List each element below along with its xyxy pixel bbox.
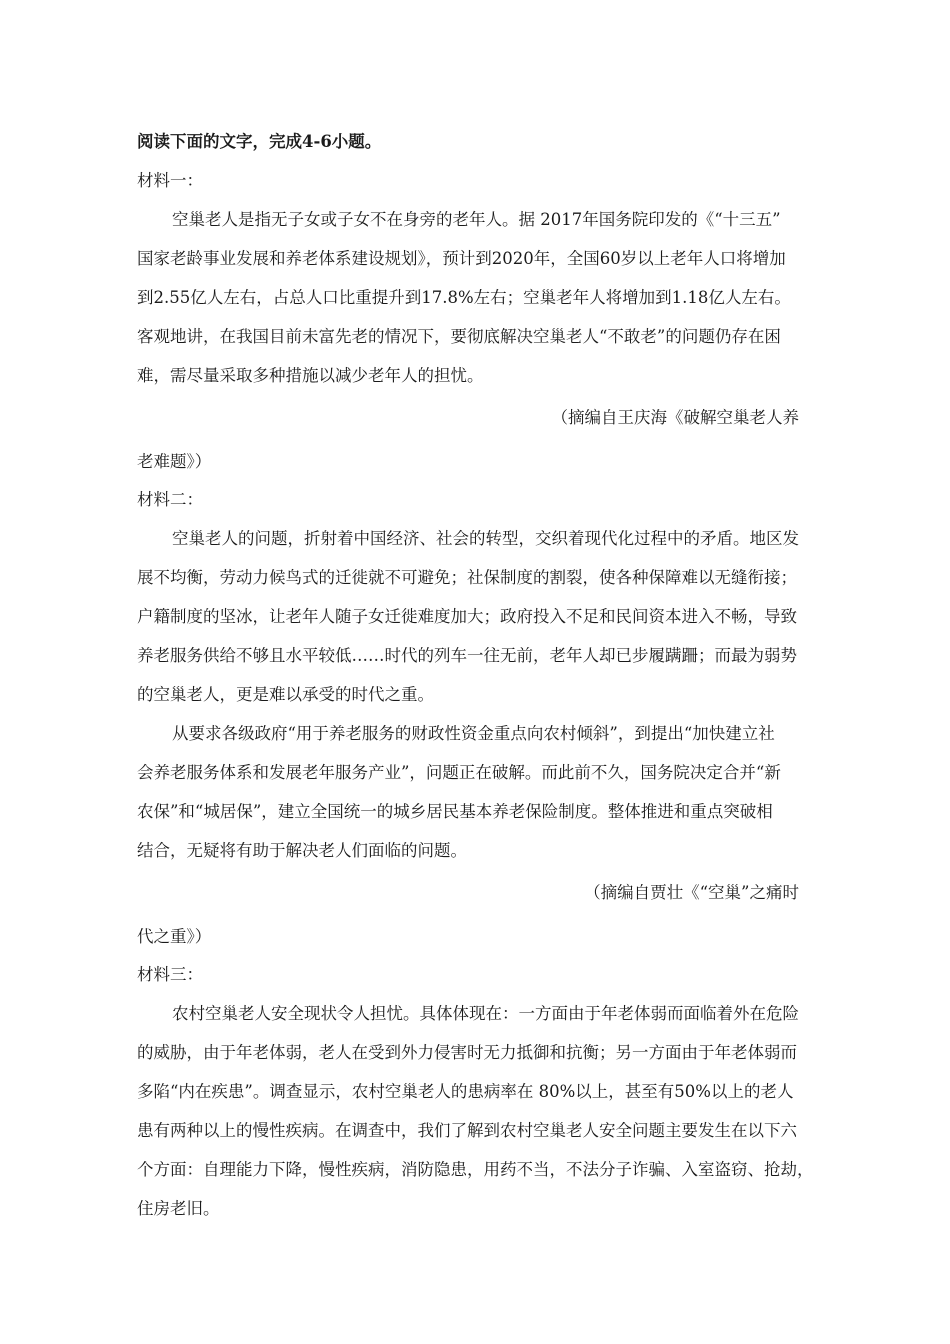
material1-source-cont: 老难题》） [137,452,212,471]
material3-line: 农村空巢老人安全现状令人担忧。具体体现在：一方面由于年老体弱而面临着外在危险 [172,1004,799,1023]
material2-p1-line: 展不均衡，劳动力候鸟式的迁徙就不可避免；社保制度的割裂，使各种保障难以无缝衔接； [137,568,797,587]
material2-p2-line: 农保”和“城居保”，建立全国统一的城乡居民基本养老保险制度。整体推进和重点突破相 [137,802,773,821]
material3-line: 患有两种以上的慢性疾病。在调查中，我们了解到农村空巢老人安全问题主要发生在以下六 [137,1121,797,1140]
material2-p2-line: 结合，无疑将有助于解决老人们面临的问题。 [137,841,467,860]
material1-label: 材料一： [137,171,203,190]
material1-source: （摘编自王庆海《破解空巢老人养 [551,408,799,427]
material2-source-cont: 代之重》） [137,927,212,946]
material3-line: 个方面：自理能力下降，慢性疾病，消防隐患，用药不当，不法分子诈骗、入室盗窃、抢劫， [137,1160,814,1179]
material2-p1-line: 的空巢老人，更是难以承受的时代之重。 [137,685,434,704]
material3-label: 材料三： [137,965,203,984]
material2-p2-line: 会养老服务体系和发展老年服务产业”，问题正在破解。而此前不久，国务院决定合并“新 [137,763,781,782]
material2-p1-line: 养老服务供给不够且水平较低……时代的列车一往无前，老年人却已步履蹒跚；而最为弱势 [137,646,797,665]
material1-line: 国家老龄事业发展和养老体系建设规划》，预计到2020年，全国60岁以上老年人口将增加 [137,249,786,268]
material1-line: 客观地讲，在我国目前未富先老的情况下，要彻底解决空巢老人“不敢老”的问题仍存在困 [137,327,781,346]
material3-line: 多陷“内在疾患”。调查显示，农村空巢老人的患病率在 80%以上，甚至有50%以上的老人 [137,1082,794,1101]
material1-line: 到2.55亿人左右，占总人口比重提升到17.8%左右；空巢老年人将增加到1.18亿人左右。 [137,288,791,307]
material3-line: 的威胁，由于年老体弱，老人在受到外力侵害时无力抵御和抗衡；另一方面由于年老体弱而 [137,1043,797,1062]
material1-line: 难，需尽量采取多种措施以减少老年人的担忧。 [137,366,484,385]
material2-label: 材料二： [137,490,203,509]
material1-line: 空巢老人是指无子女或子女不在身旁的老年人。据 2017年国务院印发的《“十三五” [172,210,781,229]
material2-p1-line: 户籍制度的坚冰，让老年人随子女迁徙难度加大；政府投入不足和民间资本进入不畅，导致 [137,607,797,626]
material2-p1-line: 空巢老人的问题，折射着中国经济、社会的转型，交织着现代化过程中的矛盾。地区发 [172,529,799,548]
document-page [137,122,813,1228]
material3-line: 住房老旧。 [137,1199,220,1218]
material2-p2-line: 从要求各级政府“用于养老服务的财政性资金重点向农村倾斜”，到提出“加快建立社 [172,724,775,743]
instruction-heading: 阅读下面的文字，完成4-6小题。 [137,132,382,151]
material2-source: （摘编自贾壮《“空巢”之痛时 [584,883,799,902]
